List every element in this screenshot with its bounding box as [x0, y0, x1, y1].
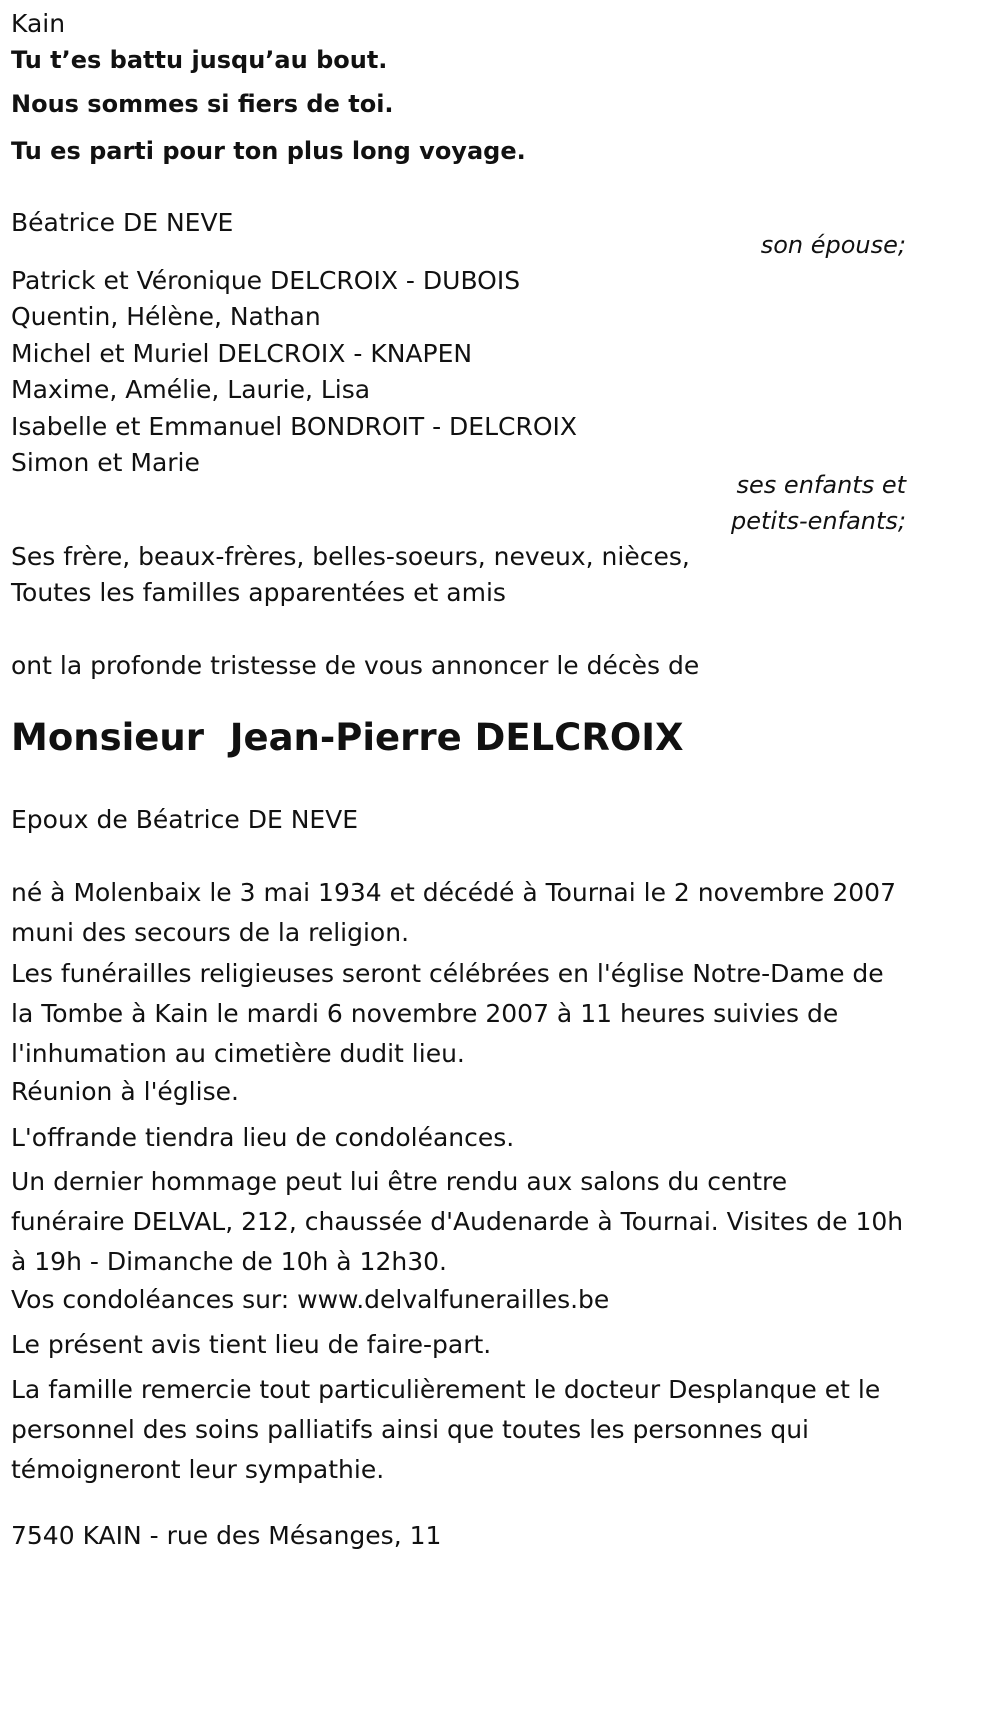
meeting-paragraph: Réunion à l'église.: [11, 1077, 239, 1106]
tribute-paragraph: Un dernier hommage peut lui être rendu aux salons du centre funéraire DELVAL, 212, chaussée d'Audenarde à Tournai. Visites de 10h à 19h - Dimanche de 10h à 12h30.: [11, 1167, 904, 1276]
motto-line-3: Tu es parti pour ton plus long voyage.: [11, 137, 526, 165]
thanks-paragraph: La famille remercie tout particulièrement le docteur Desplanque et le personnel des soins palliatifs ainsi que toutes les personnes qui témoigneront leur sympathie.: [11, 1375, 881, 1484]
children-role-line-2: petits-enfants;: [731, 507, 906, 535]
relatives-line-1: Ses frère, beaux-frères, belles-soeurs, neveux, nièces,: [11, 542, 690, 571]
children-role-line-1: ses enfants et: [736, 471, 906, 499]
spouse-name: Béatrice DE NEVE: [11, 208, 234, 237]
address: 7540 KAIN - rue des Mésanges, 11: [11, 1521, 442, 1550]
children-line-5: Isabelle et Emmanuel BONDROIT - DELCROIX: [11, 412, 578, 441]
deceased-name: Monsieur Jean-Pierre DELCROIX: [11, 716, 684, 759]
children-line-2: Quentin, Hélène, Nathan: [11, 302, 321, 331]
spouse-role: son épouse;: [760, 231, 906, 259]
children-line-6: Simon et Marie: [11, 448, 200, 477]
children-line-4: Maxime, Amélie, Laurie, Lisa: [11, 375, 371, 404]
children-line-1: Patrick et Véronique DELCROIX - DUBOIS: [11, 266, 521, 295]
motto-line-1: Tu t’es battu jusqu’au bout.: [11, 46, 388, 74]
announcement: ont la profonde tristesse de vous annoncer le décès de: [11, 651, 700, 680]
children-line-3: Michel et Muriel DELCROIX - KNAPEN: [11, 339, 473, 368]
offering-paragraph: L'offrande tiendra lieu de condoléances.: [11, 1123, 515, 1152]
motto-line-2: Nous sommes si fiers de toi.: [11, 90, 394, 118]
notice-paragraph: Le présent avis tient lieu de faire-part.: [11, 1330, 492, 1359]
funeral-paragraph: Les funérailles religieuses seront célébrées en l'église Notre-Dame de la Tombe à Kain le mardi 6 novembre 2007 à 11 heures suivies de l'inhumation au cimetière dudit lieu.: [11, 959, 884, 1068]
place-name: Kain: [11, 9, 66, 38]
birth-death-paragraph: né à Molenbaix le 3 mai 1934 et décédé à Tournai le 2 novembre 2007 muni des secours de la religion.: [11, 878, 896, 947]
condolences-paragraph: Vos condoléances sur: www.delvalfunerailles.be: [11, 1285, 610, 1314]
relatives-line-2: Toutes les familles apparentées et amis: [11, 578, 506, 607]
spouse-of: Epoux de Béatrice DE NEVE: [11, 805, 359, 834]
